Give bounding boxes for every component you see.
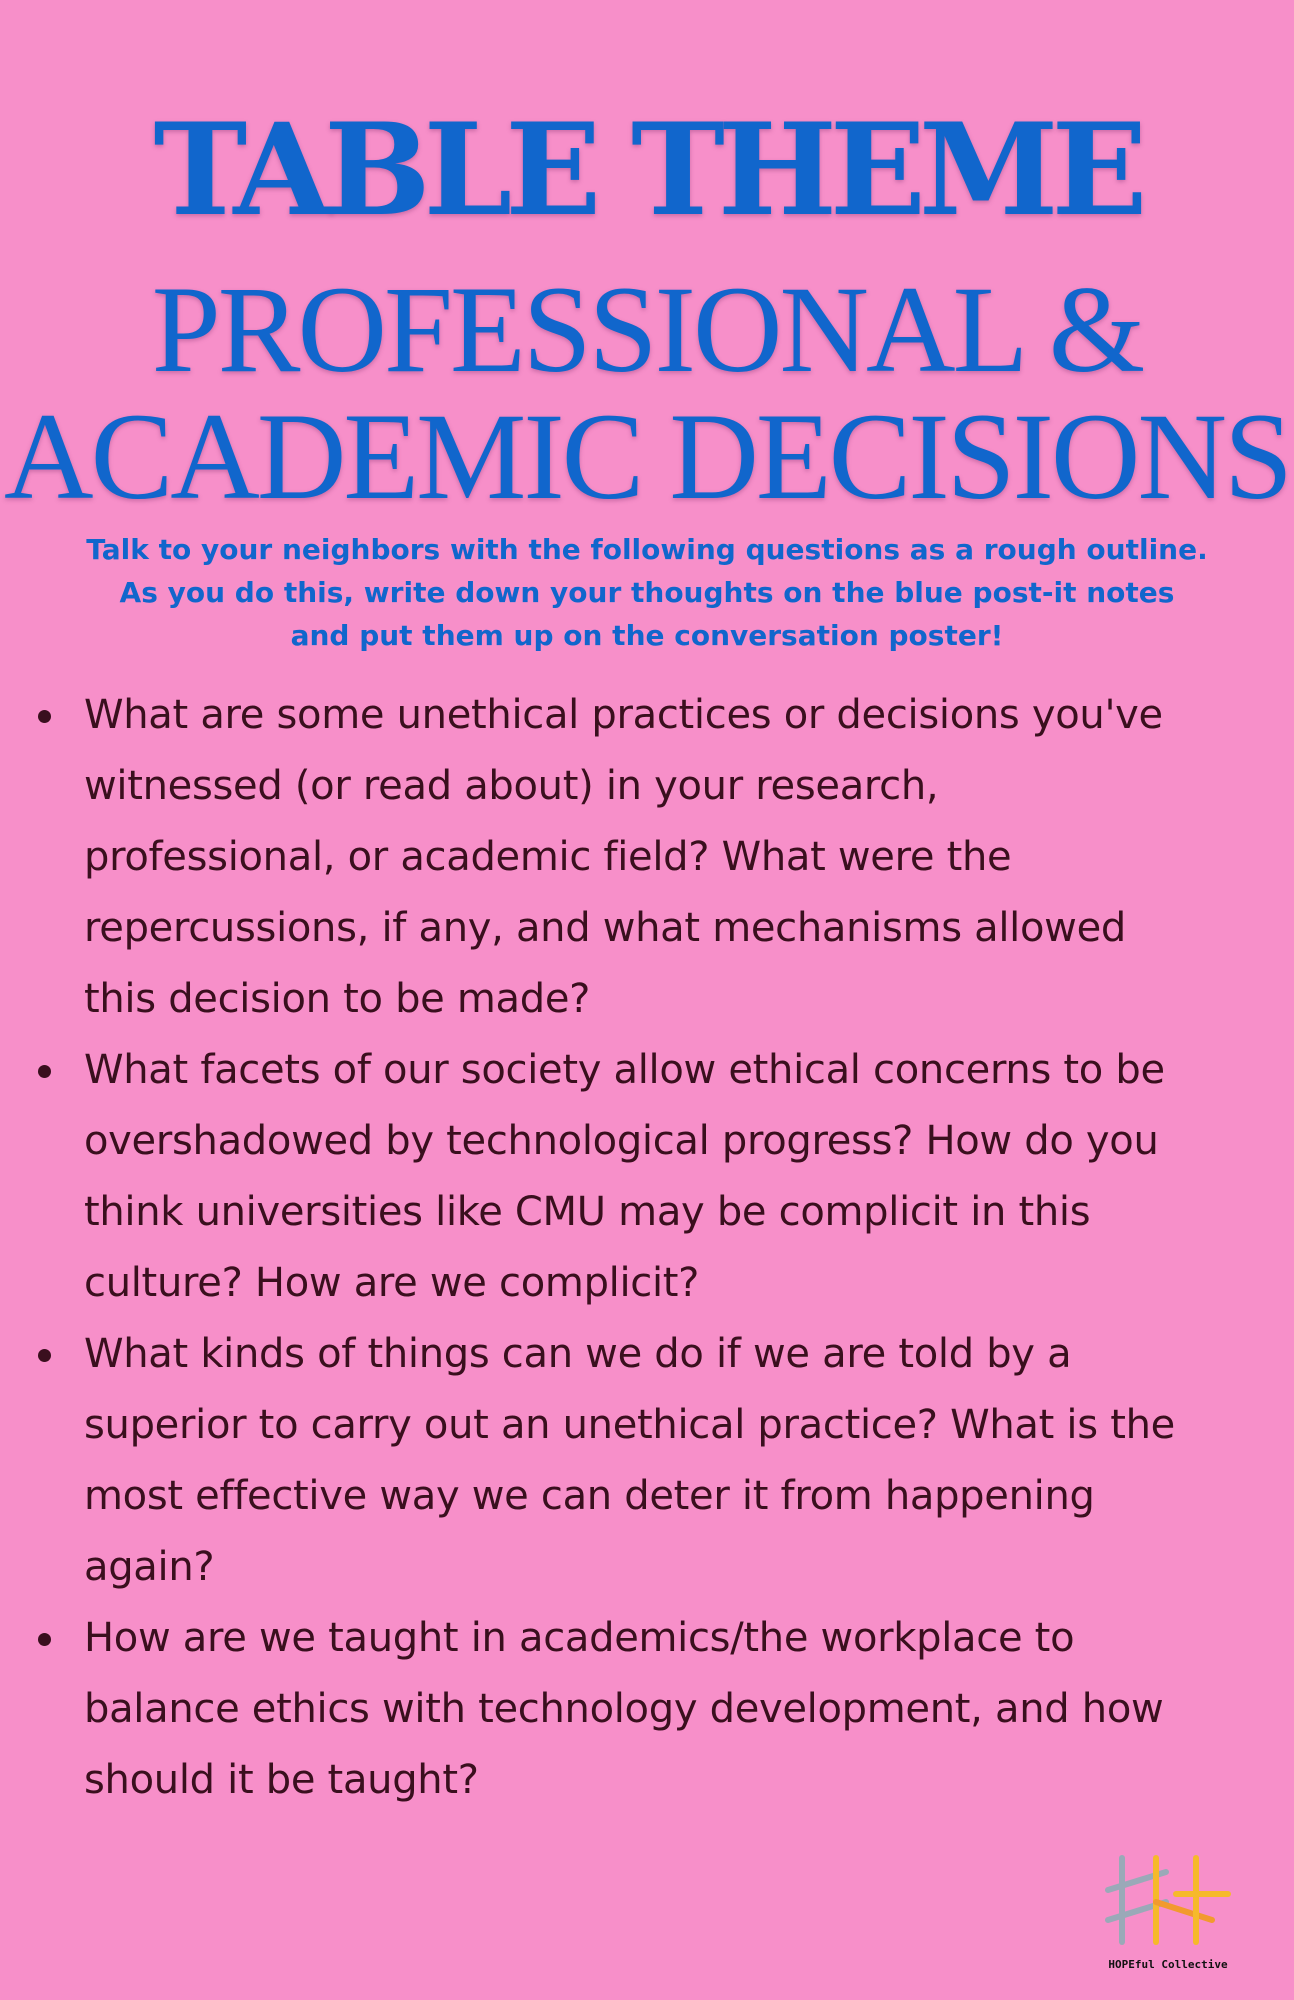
question-line: again? xyxy=(84,1544,215,1590)
question-line: What facets of our society allow ethical concerns to be xyxy=(84,1047,1165,1093)
question-line: culture? How are we complicit? xyxy=(84,1260,700,1306)
intro-line: As you do this, write down your thoughts on the blue post-it notes xyxy=(119,576,1175,609)
bullet-icon xyxy=(38,1065,51,1078)
logo-text: HOPEful Collective xyxy=(1108,1958,1228,1971)
question-line: professional, or academic field? What were the xyxy=(84,834,1012,880)
question-item xyxy=(0,1319,1294,1603)
question-line: What are some unethical practices or decisions you've xyxy=(84,692,1163,738)
question-item xyxy=(0,680,1294,1035)
question-line: think universities like CMU may be complicit in this xyxy=(84,1189,1091,1235)
intro-text xyxy=(60,528,1234,657)
bullet-icon xyxy=(38,710,51,723)
question-item xyxy=(0,1603,1294,1816)
question-line: this decision to be made? xyxy=(84,976,591,1022)
question-line: most effective way we can deter it from happening xyxy=(84,1473,1095,1519)
intro-line: Talk to your neighbors with the following questions as a rough outline. xyxy=(86,533,1208,566)
logo-stroke xyxy=(1156,1902,1212,1920)
question-line: How are we taught in academics/the workplace to xyxy=(84,1615,1075,1661)
question-line: overshadowed by technological progress? How do you xyxy=(84,1118,1159,1164)
intro-line: and put them up on the conversation poster! xyxy=(290,619,1004,652)
bullet-icon xyxy=(38,1633,51,1646)
question-line: superior to carry out an unethical practice? What is the xyxy=(84,1402,1175,1448)
question-line: witnessed (or read about) in your research, xyxy=(84,763,939,809)
bullet-icon xyxy=(38,1349,51,1362)
question-line: repercussions, if any, and what mechanisms allowed xyxy=(84,905,1126,951)
question-list xyxy=(0,680,1294,1816)
question-line: What kinds of things can we do if we are told by a xyxy=(84,1331,1072,1377)
question-item xyxy=(0,1035,1294,1319)
subtitle-line: ACADEMIC DECISIONS xyxy=(4,388,1290,525)
page-title: TABLE THEME xyxy=(153,96,1141,244)
question-line: should it be taught? xyxy=(84,1757,479,1803)
hopeful-collective-logo-icon xyxy=(1104,1850,1234,1950)
subtitle-line: PROFESSIONAL & xyxy=(151,261,1143,398)
question-line: balance ethics with technology development, and how xyxy=(84,1686,1164,1732)
